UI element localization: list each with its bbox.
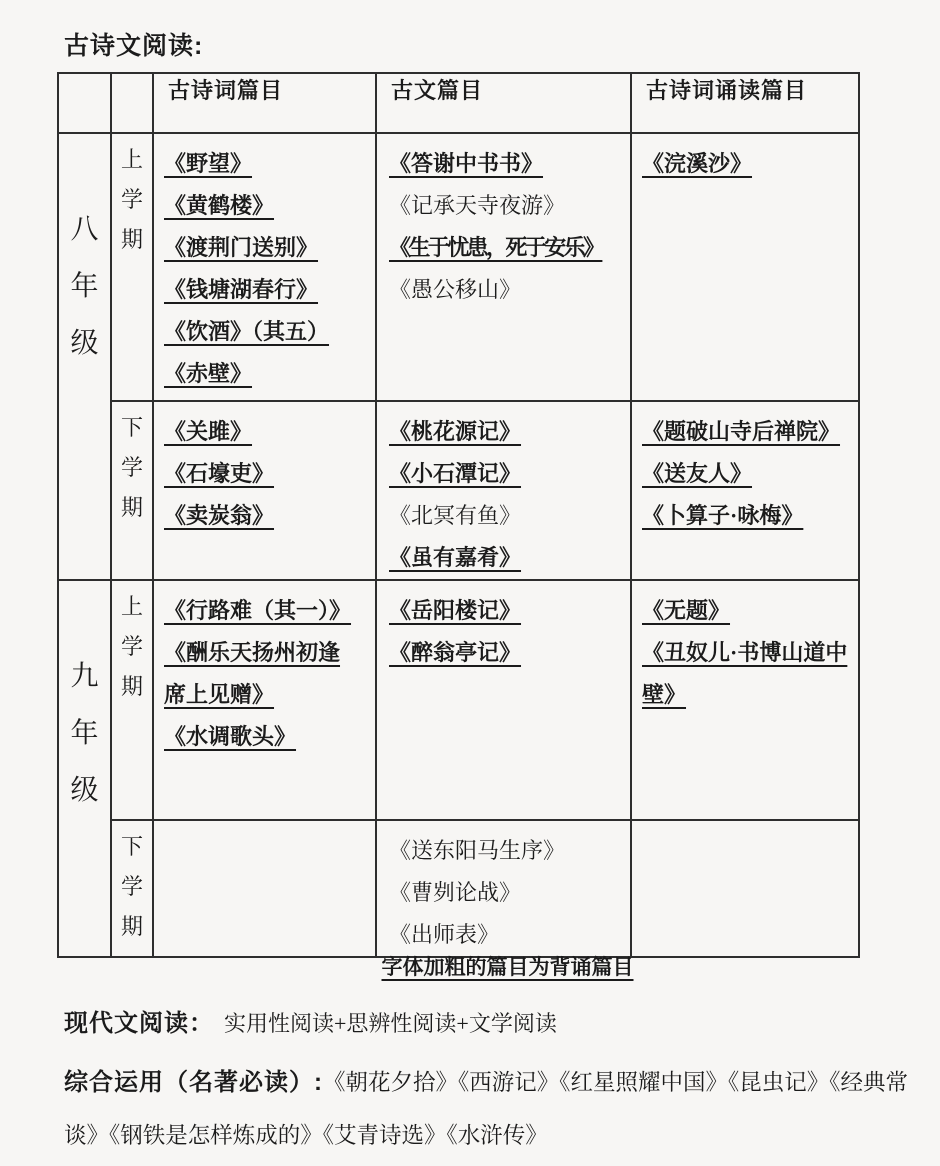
work-title: 《生于忧患，死于安乐》: [389, 235, 603, 260]
recitation-cell: [631, 401, 859, 580]
col-header-poetry: 古诗词篇目: [153, 73, 376, 133]
work-title: 《岳阳楼记》: [389, 598, 522, 623]
semester-label: 下学期: [120, 415, 143, 520]
prose-cell: [376, 133, 631, 401]
comprehensive-content: 《朝花夕拾》《西游记》《红星照耀中国》《昆虫记》《经典常谈》《钢铁是怎样炼成的》《艾青诗选》《水浒传》: [64, 1070, 909, 1148]
col-header-recitation: 古诗词诵读篇目: [631, 73, 859, 133]
recitation-cell: [631, 133, 859, 401]
modern-reading-section: [64, 1003, 914, 1045]
modern-reading-label: 现代文阅读：: [64, 1010, 214, 1037]
grade-label: 九年级: [70, 661, 99, 806]
table-row: [58, 133, 859, 401]
work-title: 《关雎》: [164, 419, 253, 444]
header-row: [58, 73, 859, 133]
grade-label: 八年级: [70, 214, 99, 359]
header-empty-semester: [111, 73, 153, 133]
work-title: 《虽有嘉肴》: [389, 545, 522, 570]
prose-cell: [376, 820, 631, 957]
comprehensive-label: 综合运用（名著必读）:: [64, 1069, 323, 1096]
comprehensive-section: [64, 1056, 912, 1162]
semester-cell: [111, 580, 153, 820]
poetry-cell-empty: [153, 820, 376, 957]
page-title: 古诗文阅读:: [64, 32, 204, 60]
work-title: 《曹刿论战》: [389, 880, 522, 905]
work-title: 《送东阳马生序》: [389, 838, 566, 863]
semester-cell: [111, 401, 153, 580]
semester-label: 上学期: [120, 147, 143, 252]
grade-cell-8: [58, 133, 111, 580]
recitation-cell: [631, 580, 859, 820]
work-title: 《赤壁》: [164, 361, 253, 386]
work-title: 《酬乐天扬州初逢席上见赠》: [164, 640, 341, 707]
work-title: 《桃花源记》: [389, 419, 522, 444]
poetry-cell: [153, 580, 376, 820]
work-title: 《送友人》: [642, 461, 753, 486]
work-title: 《黄鹤楼》: [164, 193, 275, 218]
work-title: 《野望》: [164, 151, 253, 176]
work-title: 《浣溪沙》: [642, 151, 753, 176]
semester-label: 上学期: [120, 594, 143, 699]
work-title: 《卜算子·咏梅》: [642, 503, 804, 528]
work-title: 《醉翁亭记》: [389, 640, 522, 665]
grade-cell-9: [58, 580, 111, 957]
work-title: 《行路难（其一）》: [164, 598, 352, 623]
semester-cell: [111, 820, 153, 957]
work-title: 《愚公移山》: [389, 277, 522, 302]
work-title: 《丑奴儿·书博山道中壁》: [642, 640, 848, 707]
work-title: 《记承天寺夜游》: [389, 193, 566, 218]
table-row: [58, 401, 859, 580]
modern-reading-content: 实用性阅读+思辨性阅读+文学阅读: [224, 1011, 557, 1036]
work-title: 《水调歌头》: [164, 724, 297, 749]
poetry-cell: [153, 401, 376, 580]
work-title: 《无题》: [642, 598, 731, 623]
work-title: 《北冥有鱼》: [389, 503, 522, 528]
work-title: 《卖炭翁》: [164, 503, 275, 528]
poetry-cell: [153, 133, 376, 401]
semester-cell: [111, 133, 153, 401]
col-header-prose: 古文篇目: [376, 73, 631, 133]
semester-label: 下学期: [120, 834, 143, 939]
prose-cell: [376, 401, 631, 580]
header-empty-grade: [58, 73, 111, 133]
work-title: 《答谢中书书》: [389, 151, 544, 176]
table-row: [58, 580, 859, 820]
work-title: 《出师表》: [389, 922, 500, 947]
recitation-cell-empty: [631, 820, 859, 957]
work-title: 《石壕吏》: [164, 461, 275, 486]
work-title: 《题破山寺后禅院》: [642, 419, 841, 444]
work-title: 《钱塘湖春行》: [164, 277, 319, 302]
table-row: [58, 820, 859, 957]
work-title: 《饮酒》（其五）: [164, 319, 330, 344]
work-title: 《小石潭记》: [389, 461, 522, 486]
reading-table: [57, 72, 860, 958]
table-footnote: 字体加粗的篇目为背诵篇目: [381, 955, 634, 979]
prose-cell: [376, 580, 631, 820]
work-title: 《渡荆门送别》: [164, 235, 319, 260]
